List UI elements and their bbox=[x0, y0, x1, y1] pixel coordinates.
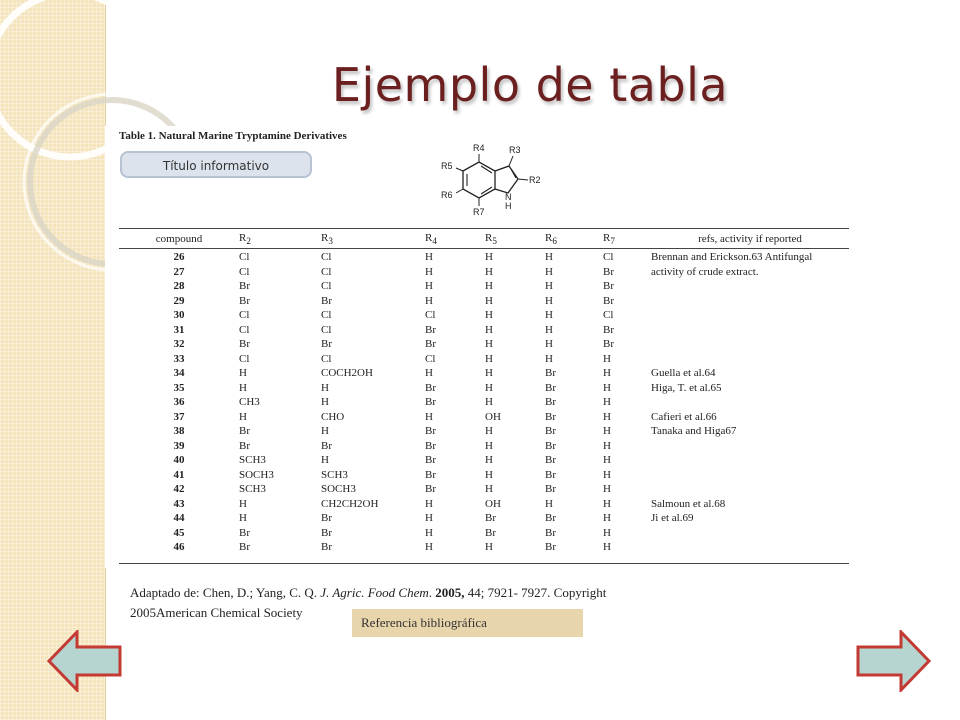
cell-r5: H bbox=[485, 381, 493, 394]
table-row bbox=[119, 366, 849, 381]
cell-compound: 40 bbox=[173, 454, 185, 467]
arrow-right-icon[interactable] bbox=[855, 630, 931, 692]
cell-refs bbox=[651, 294, 849, 309]
cell-r3: Br bbox=[321, 526, 332, 539]
table-row bbox=[119, 468, 849, 483]
cell-compound: 44 bbox=[173, 512, 185, 525]
cell-r4: Br bbox=[425, 468, 436, 481]
indole-structure-diagram bbox=[423, 138, 553, 238]
cell-r4: Br bbox=[425, 381, 436, 394]
cell-r2: H bbox=[239, 367, 247, 380]
cell-r5: H bbox=[485, 439, 493, 452]
cell-refs bbox=[651, 395, 849, 410]
cell-r6: H bbox=[545, 497, 553, 510]
cell-r6: Br bbox=[545, 512, 556, 525]
r4-label: R4 bbox=[473, 143, 485, 153]
cell-refs bbox=[651, 352, 849, 367]
cell-r7: Br bbox=[603, 265, 614, 278]
cell-compound: 42 bbox=[173, 483, 185, 496]
table-figure bbox=[105, 126, 857, 568]
cell-r3: H bbox=[321, 425, 329, 438]
cell-r3: Br bbox=[321, 338, 332, 351]
cell-r7: H bbox=[603, 352, 611, 365]
cell-r2: Cl bbox=[239, 265, 250, 278]
cell-r2: SCH3 bbox=[239, 454, 266, 467]
cell-r2: Br bbox=[239, 541, 250, 554]
cell-r4: H bbox=[425, 526, 433, 539]
cell-compound: 43 bbox=[173, 497, 185, 510]
table-row bbox=[119, 323, 849, 338]
cell-r4: H bbox=[425, 512, 433, 525]
cell-r7: H bbox=[603, 396, 611, 409]
table-row bbox=[119, 424, 849, 439]
cell-r5: H bbox=[485, 323, 493, 336]
cell-refs bbox=[651, 526, 849, 541]
cell-refs: Salmoun et al.68 bbox=[651, 497, 726, 510]
cell-r3: H bbox=[321, 396, 329, 409]
cell-r6: H bbox=[545, 352, 553, 365]
cell-r3: Br bbox=[321, 294, 332, 307]
cell-r2: Cl bbox=[239, 251, 250, 264]
cell-r2: Br bbox=[239, 280, 250, 293]
cell-compound: 46 bbox=[173, 541, 185, 554]
reference-line2: 2005American Chemical Society bbox=[130, 605, 303, 620]
cell-r5: H bbox=[485, 338, 493, 351]
cell-r7: H bbox=[603, 541, 611, 554]
cell-compound: 32 bbox=[173, 338, 185, 351]
table-row bbox=[119, 439, 849, 454]
cell-r6: Br bbox=[545, 454, 556, 467]
cell-r6: H bbox=[545, 294, 553, 307]
cell-r2: Br bbox=[239, 425, 250, 438]
cell-r3: Cl bbox=[321, 280, 332, 293]
cell-r6: Br bbox=[545, 381, 556, 394]
r6-label: R6 bbox=[441, 190, 453, 200]
cell-compound: 38 bbox=[173, 425, 185, 438]
col-header-refs: refs, activity if reported bbox=[698, 233, 802, 246]
cell-r4: H bbox=[425, 280, 433, 293]
cell-r6: H bbox=[545, 280, 553, 293]
cell-r4: H bbox=[425, 294, 433, 307]
r7-label: R7 bbox=[473, 207, 485, 217]
table-row bbox=[119, 337, 849, 352]
cell-r7: Br bbox=[603, 294, 614, 307]
table-row bbox=[119, 497, 849, 512]
r3-label: R3 bbox=[509, 145, 521, 155]
cell-r7: Br bbox=[603, 280, 614, 293]
cell-r7: H bbox=[603, 367, 611, 380]
cell-refs: Higa, T. et al.65 bbox=[651, 381, 722, 394]
cell-r2: SOCH3 bbox=[239, 468, 274, 481]
table-row bbox=[119, 395, 849, 410]
cell-r4: Br bbox=[425, 483, 436, 496]
cell-r3: COCH2OH bbox=[321, 367, 373, 380]
cell-r3: Cl bbox=[321, 265, 332, 278]
table-row bbox=[119, 410, 849, 425]
cell-r4: Cl bbox=[425, 352, 436, 365]
cell-r2: H bbox=[239, 410, 247, 423]
cell-r2: H bbox=[239, 497, 247, 510]
table-row bbox=[119, 308, 849, 323]
cell-r6: H bbox=[545, 338, 553, 351]
cell-r5: H bbox=[485, 541, 493, 554]
table-row bbox=[119, 453, 849, 468]
cell-r5: H bbox=[485, 352, 493, 365]
cell-r5: H bbox=[485, 483, 493, 496]
cell-r3: H bbox=[321, 381, 329, 394]
cell-r5: H bbox=[485, 454, 493, 467]
cell-r7: H bbox=[603, 483, 611, 496]
nitrogen-label: N bbox=[505, 192, 512, 202]
cell-r2: Br bbox=[239, 338, 250, 351]
cell-r4: Br bbox=[425, 439, 436, 452]
cell-refs: Ji et al.69 bbox=[651, 512, 694, 525]
cell-r5: Br bbox=[485, 512, 496, 525]
cell-r6: Br bbox=[545, 410, 556, 423]
cell-r6: Br bbox=[545, 483, 556, 496]
cell-r2: H bbox=[239, 512, 247, 525]
cell-r6: Br bbox=[545, 541, 556, 554]
reference-prefix: Adaptado de: Chen, D.; Yang, C. Q. bbox=[130, 585, 321, 600]
cell-compound: 26 bbox=[173, 251, 185, 264]
cell-r3: SOCH3 bbox=[321, 483, 356, 496]
cell-refs: Tanaka and Higa67 bbox=[651, 425, 737, 438]
cell-compound: 28 bbox=[173, 280, 185, 293]
cell-r3: Cl bbox=[321, 352, 332, 365]
title-callout-label: Título informativo bbox=[120, 151, 312, 178]
cell-refs bbox=[651, 468, 849, 483]
cell-r4: H bbox=[425, 367, 433, 380]
cell-r2: Br bbox=[239, 294, 250, 307]
col-header-r6: $R_6$ bbox=[545, 232, 557, 247]
col-header-compound: compound bbox=[155, 233, 203, 246]
cell-r5: H bbox=[485, 396, 493, 409]
cell-r4: Cl bbox=[425, 309, 436, 322]
cell-r6: Br bbox=[545, 367, 556, 380]
cell-refs bbox=[651, 323, 849, 338]
cell-r2: SCH3 bbox=[239, 483, 266, 496]
cell-r6: H bbox=[545, 309, 553, 322]
cell-r5: H bbox=[485, 309, 493, 322]
cell-r3: Br bbox=[321, 541, 332, 554]
cell-r3: Br bbox=[321, 439, 332, 452]
table-top-rule bbox=[119, 228, 849, 229]
cell-refs: Brennan and Erickson.63 Antifungal bbox=[651, 251, 813, 264]
cell-compound: 33 bbox=[173, 352, 185, 365]
cell-r7: H bbox=[603, 425, 611, 438]
cell-r2: Cl bbox=[239, 352, 250, 365]
cell-r3: Cl bbox=[321, 323, 332, 336]
cell-r3: CHO bbox=[321, 410, 345, 423]
table-row bbox=[119, 352, 849, 367]
col-header-r3: $R_3$ bbox=[321, 232, 333, 247]
reference-callout-label: Referencia bibliográfica bbox=[352, 609, 583, 637]
cell-compound: 30 bbox=[173, 309, 185, 322]
table-bottom-rule bbox=[119, 563, 849, 564]
cell-r2: Cl bbox=[239, 323, 250, 336]
cell-r6: Br bbox=[545, 425, 556, 438]
cell-r7: H bbox=[603, 410, 611, 423]
reference-details: 44; 7921- 7927. Copyright bbox=[464, 585, 607, 600]
cell-refs bbox=[651, 453, 849, 468]
cell-refs: Cafieri et al.66 bbox=[651, 410, 717, 423]
table-row bbox=[119, 511, 849, 526]
cell-r5: H bbox=[485, 468, 493, 481]
cell-refs bbox=[651, 337, 849, 352]
cell-r4: Br bbox=[425, 396, 436, 409]
table-row bbox=[119, 526, 849, 541]
r2-label: R2 bbox=[529, 175, 541, 185]
table-caption: Table 1. Natural Marine Tryptamine Derivatives bbox=[119, 130, 347, 142]
cell-r4: H bbox=[425, 265, 433, 278]
cell-r4: H bbox=[425, 541, 433, 554]
cell-r7: Br bbox=[603, 338, 614, 351]
hydrogen-label: H bbox=[505, 201, 512, 211]
cell-compound: 35 bbox=[173, 381, 185, 394]
cell-r3: Cl bbox=[321, 251, 332, 264]
cell-r4: Br bbox=[425, 454, 436, 467]
cell-refs bbox=[651, 482, 849, 497]
table-row bbox=[119, 482, 849, 497]
table-row bbox=[119, 265, 849, 280]
cell-compound: 27 bbox=[173, 265, 185, 278]
cell-r3: CH2CH2OH bbox=[321, 497, 379, 510]
cell-r5: H bbox=[485, 251, 493, 264]
cell-r7: Cl bbox=[603, 251, 614, 264]
cell-r5: Br bbox=[485, 526, 496, 539]
cell-r3: H bbox=[321, 454, 329, 467]
r5-label: R5 bbox=[441, 161, 453, 171]
cell-r4: H bbox=[425, 251, 433, 264]
table-row bbox=[119, 294, 849, 309]
reference-year: 2005, bbox=[435, 585, 465, 600]
data-table bbox=[119, 230, 849, 555]
cell-compound: 41 bbox=[173, 468, 185, 481]
cell-compound: 45 bbox=[173, 526, 185, 539]
cell-r5: H bbox=[485, 425, 493, 438]
slide-title: Ejemplo de tabla bbox=[331, 58, 729, 112]
cell-r5: H bbox=[485, 265, 493, 278]
col-header-r2: $R_2$ bbox=[239, 232, 251, 247]
cell-r5: H bbox=[485, 367, 493, 380]
cell-r6: Br bbox=[545, 396, 556, 409]
table-row bbox=[119, 381, 849, 396]
cell-r5: OH bbox=[485, 497, 501, 510]
cell-r2: Cl bbox=[239, 309, 250, 322]
col-header-r4: $R_4$ bbox=[425, 232, 437, 247]
cell-r6: H bbox=[545, 323, 553, 336]
cell-r5: H bbox=[485, 280, 493, 293]
table-row bbox=[119, 250, 849, 265]
col-header-r5: $R_5$ bbox=[485, 232, 497, 247]
cell-compound: 39 bbox=[173, 439, 185, 452]
table-row bbox=[119, 540, 849, 555]
cell-r2: Br bbox=[239, 526, 250, 539]
cell-compound: 37 bbox=[173, 410, 185, 423]
cell-r2: CH3 bbox=[239, 396, 260, 409]
cell-r7: Cl bbox=[603, 309, 614, 322]
cell-r4: Br bbox=[425, 425, 436, 438]
cell-refs bbox=[651, 439, 849, 454]
table-body bbox=[119, 250, 849, 555]
cell-r6: H bbox=[545, 265, 553, 278]
cell-r7: H bbox=[603, 439, 611, 452]
cell-r4: Br bbox=[425, 323, 436, 336]
cell-r7: H bbox=[603, 512, 611, 525]
cell-r6: Br bbox=[545, 439, 556, 452]
cell-compound: 34 bbox=[173, 367, 185, 380]
cell-refs bbox=[651, 308, 849, 323]
cell-r7: H bbox=[603, 381, 611, 394]
bibliographic-reference: Adaptado de: Chen, D.; Yang, C. Q. J. Agric. Food Chem. 2005, 44; 7921- 7927. Copyright 2005American Chemical Society bbox=[130, 585, 607, 620]
cell-r2: Br bbox=[239, 439, 250, 452]
cell-refs: Guella et al.64 bbox=[651, 367, 716, 380]
cell-r3: SCH3 bbox=[321, 468, 348, 481]
cell-r7: H bbox=[603, 497, 611, 510]
arrow-left-icon[interactable] bbox=[47, 630, 123, 692]
reference-journal: J. Agric. Food Chem bbox=[320, 585, 429, 600]
cell-r4: Br bbox=[425, 338, 436, 351]
cell-r4: H bbox=[425, 410, 433, 423]
cell-r7: Br bbox=[603, 323, 614, 336]
cell-refs bbox=[651, 540, 849, 555]
cell-r6: H bbox=[545, 251, 553, 264]
cell-refs bbox=[651, 279, 849, 294]
cell-r6: Br bbox=[545, 468, 556, 481]
cell-r3: Cl bbox=[321, 309, 332, 322]
cell-compound: 36 bbox=[173, 396, 185, 409]
cell-r7: H bbox=[603, 468, 611, 481]
cell-r5: OH bbox=[485, 410, 501, 423]
table-header-row bbox=[119, 230, 849, 250]
cell-compound: 31 bbox=[173, 323, 185, 336]
table-row bbox=[119, 279, 849, 294]
col-header-r7: $R_7$ bbox=[603, 232, 615, 247]
cell-r2: H bbox=[239, 381, 247, 394]
cell-r5: H bbox=[485, 294, 493, 307]
cell-r6: Br bbox=[545, 526, 556, 539]
cell-r4: H bbox=[425, 497, 433, 510]
cell-r3: Br bbox=[321, 512, 332, 525]
cell-r7: H bbox=[603, 454, 611, 467]
cell-refs: activity of crude extract. bbox=[651, 265, 759, 278]
cell-compound: 29 bbox=[173, 294, 185, 307]
cell-r7: H bbox=[603, 526, 611, 539]
